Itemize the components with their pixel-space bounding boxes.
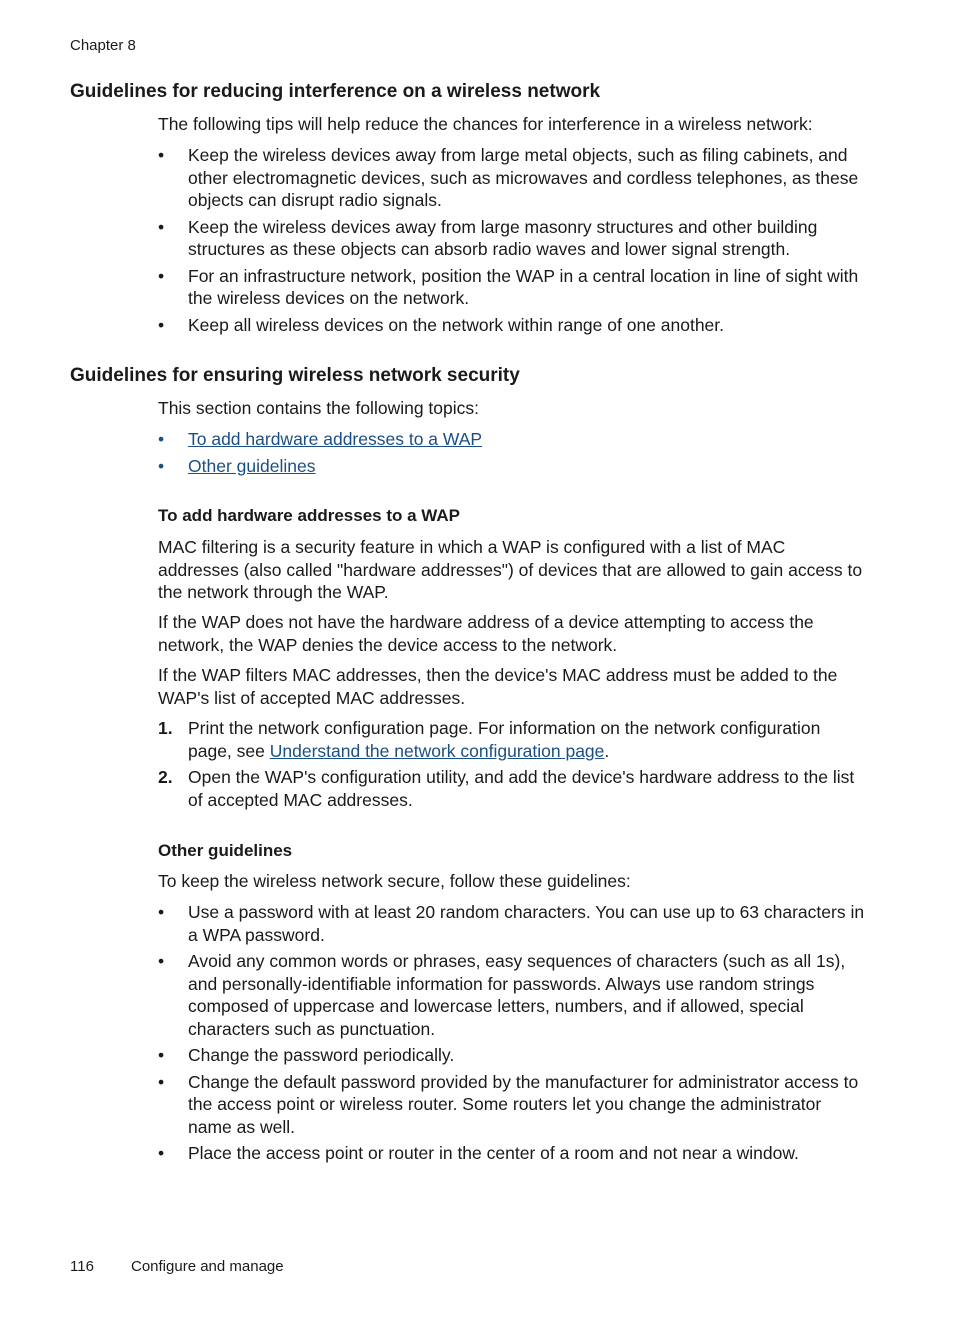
section-intro: The following tips will help reduce the chances for interference in a wireless network:: [158, 114, 813, 134]
list-item: • Change the password periodically.: [158, 1045, 455, 1065]
topic-link-other[interactable]: Other guidelines: [188, 455, 316, 476]
section-intro: This section contains the following topics:: [158, 398, 479, 418]
chapter-label: Chapter 8: [70, 37, 136, 54]
steps-list: [158, 717, 868, 815]
bullet-marker: •: [158, 314, 165, 335]
page-number: 116: [70, 1258, 94, 1275]
step-item: 2. Open the WAP's configuration utility, and add the device's hardware address to the list of accepted MAC addresses.: [158, 767, 855, 810]
bullet-marker: •: [158, 1071, 165, 1092]
interference-list: [158, 144, 868, 340]
list-item: • For an infrastructure network, position the WAP in a central location in line of sight with the wireless devices on the network.: [158, 265, 859, 308]
bullet-marker: •: [158, 951, 165, 971]
subsection-title-other: Other guidelines: [158, 841, 293, 860]
list-item: [158, 428, 868, 451]
list-item: • Keep all wireless devices on the network within range of one another.: [158, 314, 725, 335]
bullet-marker: •: [158, 1143, 165, 1163]
list-item: • Use a password with at least 20 random characters. You can use up to 63 characters in a WPA password.: [158, 902, 865, 945]
list-item: • Keep the wireless devices away from large metal objects, such as filing cabinets, and other electromagnetic devices, such as microwaves and cordless telephones, as these objects can disrupt radio signals.: [158, 145, 859, 210]
bullet-marker: •: [158, 455, 165, 476]
topic-link-wap[interactable]: To add hardware addresses to a WAP: [188, 429, 483, 449]
paragraph: To keep the wireless network secure, follow these guidelines:: [158, 871, 631, 891]
bullet-marker: •: [158, 216, 165, 237]
subsection-title-wap: To add hardware addresses to a WAP: [158, 506, 460, 525]
footer-section: Configure and manage: [131, 1258, 284, 1275]
config-page-link[interactable]: Understand the network configuration page: [269, 740, 605, 761]
step-item: 1. Print the network configuration page. For information on the network configuration page, see Understand the network configuration page.: [158, 718, 821, 761]
list-item: • Keep the wireless devices away from large masonry structures and other building structures as these objects can absorb radio waves and lower signal strength.: [158, 216, 818, 259]
bullet-marker: •: [158, 145, 165, 165]
bullet-marker: •: [158, 429, 165, 449]
paragraph: If the WAP does not have the hardware address of a device attempting to access the network, the WAP denies the device access to the network.: [158, 612, 814, 655]
list-item: [158, 455, 868, 478]
list-item: • Avoid any common words or phrases, easy sequences of characters (such as all 1s), and personally-identifiable information for passwords. Always use random strings composed of uppercase and lowercase letters, numbers, and if allowed, special characters such as punctuation.: [158, 951, 846, 1039]
paragraph: If the WAP filters MAC addresses, then the device's MAC address must be added to the WAP's list of accepted MAC addresses.: [158, 665, 838, 708]
bullet-marker: •: [158, 902, 165, 922]
paragraph: MAC filtering is a security feature in which a WAP is configured with a list of MAC addresses (also called "hardware addresses") of devices that are allowed to gain access to the network through the WAP.: [158, 537, 863, 602]
step-number: 1.: [158, 718, 173, 738]
step-number: 2.: [158, 767, 173, 787]
list-item: • Change the default password provided by the manufacturer for administrator access to the access point or wireless router. Some routers let you change the administrator name as well.: [158, 1071, 859, 1137]
section-title-interference: Guidelines for reducing interference on a wireless network: [70, 81, 601, 102]
bullet-marker: •: [158, 265, 165, 286]
list-item: • Place the access point or router in the center of a room and not near a window.: [158, 1143, 799, 1163]
section-title-security: Guidelines for ensuring wireless network security: [70, 365, 520, 386]
topic-links: [158, 428, 868, 481]
bullet-marker: •: [158, 1045, 165, 1065]
guidelines-list: [158, 901, 868, 1169]
